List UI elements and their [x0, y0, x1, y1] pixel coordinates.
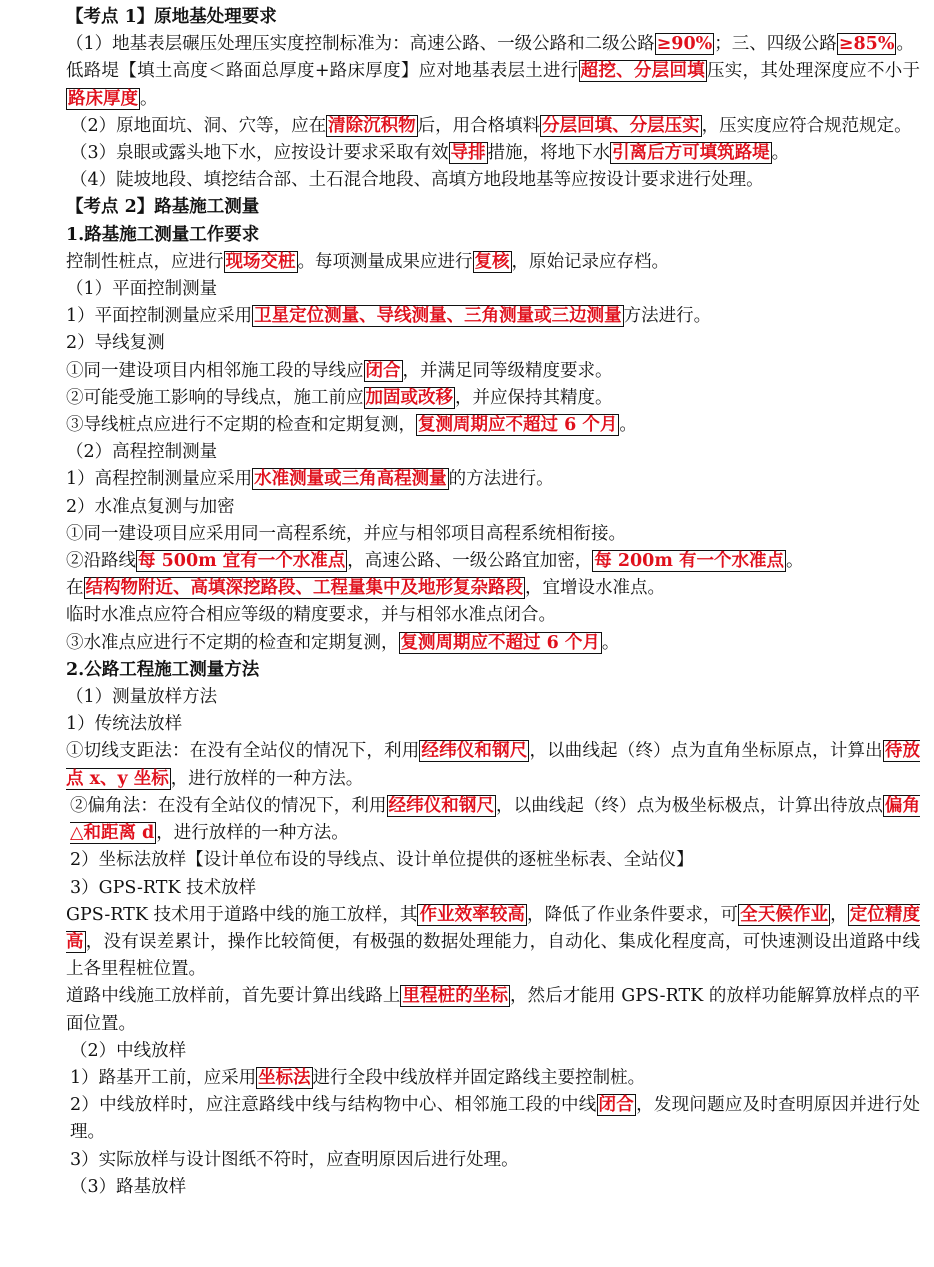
text-line: [26, 140, 920, 167]
text-span: 3）实际放样与设计图纸不符时，应查明原因后进行处理。: [70, 1149, 519, 1170]
text-span: ，宜增设水准点。: [525, 578, 665, 599]
text-span: ，发现问题应及时查明原因并进行处理。: [70, 1095, 920, 1143]
highlighted-keyword: ≥90%: [656, 34, 713, 55]
text-span: 临时水准点应符合相应等级的精度要求，并与相邻水准点闭合。: [66, 605, 556, 626]
text-span: ②沿路线: [66, 551, 136, 572]
text-line: [26, 1174, 920, 1201]
text-line: [26, 657, 920, 684]
text-span: （2）中线放样: [70, 1040, 187, 1061]
text-line: [26, 1038, 920, 1065]
text-span: 1）路基开工前，应采用: [70, 1067, 257, 1088]
text-line: [26, 439, 920, 466]
text-span: 3）GPS-RTK 技术放样: [70, 877, 257, 898]
text-line: [26, 684, 920, 711]
text-span: ，压实度应符合规范规定。: [701, 115, 912, 136]
text-span: 的方法进行。: [448, 469, 554, 490]
highlighted-keyword: 清除沉积物: [328, 115, 416, 136]
text-line: [26, 983, 920, 1037]
text-span: ，然后才能用 GPS-RTK 的放样功能解算放样点的平面位置。: [66, 986, 920, 1034]
highlighted-keyword: 闭合: [598, 1095, 635, 1116]
text-line: [26, 902, 920, 984]
highlighted-keyword: 水准测量或三角高程测量: [254, 469, 447, 490]
highlighted-keyword: 闭合: [365, 360, 401, 381]
text-span: （2）高程控制测量: [66, 442, 218, 463]
text-span: （1）测量放样方法: [66, 687, 218, 708]
text-span: 后，用合格填料: [417, 115, 541, 136]
highlighted-keyword: 结构物附近、高填深挖路段、工程量集中及地形复杂路段: [85, 578, 523, 599]
text-line: [26, 358, 920, 385]
text-span: 2.公路工程施工测量方法: [66, 659, 260, 680]
text-span: 压实，其处理深度应不小于: [707, 61, 920, 82]
text-span: 。: [771, 143, 790, 164]
text-span: 道路中线施工放样前，首先要计算出线路上: [66, 986, 401, 1007]
text-span: 。: [619, 415, 637, 436]
highlighted-keyword: 超挖、分层回填: [580, 61, 705, 82]
text-span: 2）坐标法放样【设计单位布设的导线点、设计单位提供的逐桩坐标表、全站仪】: [70, 850, 694, 871]
highlighted-keyword: 偏角△和距离 d: [70, 795, 920, 844]
text-span: ①同一建设项目内相邻施工段的导线应: [66, 360, 364, 381]
text-span: ，高速公路、一级公路宜加密，: [347, 551, 593, 572]
text-span: ②偏角法：在没有全站仪的情况下，利用: [70, 795, 387, 816]
text-span: ③水准点应进行不定期的检查和定期复测，: [66, 632, 399, 653]
text-line: [26, 194, 920, 221]
highlighted-keyword: 卫星定位测量、导线测量、三角测量或三边测量: [254, 306, 622, 327]
text-span: ；三、四级公路: [714, 34, 837, 55]
text-span: ①同一建设项目应采用同一高程系统，并应与相邻项目高程系统相衔接。: [66, 523, 626, 544]
highlighted-keyword: 全天候作业: [740, 904, 829, 925]
highlighted-keyword: 定位精度高: [66, 904, 920, 952]
text-span: 1.路基施工测量工作要求: [66, 224, 260, 245]
highlighted-keyword: 每 200m 有一个水准点: [594, 551, 784, 572]
text-span: 在: [66, 578, 84, 599]
text-line: [26, 875, 920, 902]
text-span: ，以曲线起（终）点为直角坐标原点，计算出: [529, 741, 883, 762]
highlighted-keyword: 经纬仪和钢尺: [388, 795, 495, 816]
text-span: ，: [830, 904, 848, 925]
text-line: [26, 793, 920, 847]
highlighted-keyword: 经纬仪和钢尺: [421, 741, 528, 762]
text-span: 措施，将地下水: [487, 143, 611, 164]
text-span: （3）路基放样: [70, 1176, 187, 1197]
text-line: [26, 466, 920, 493]
text-line: [26, 521, 920, 548]
text-span: （4）陡坡地段、填挖结合部、土石混合地段、高填方地段地基等应按设计要求进行处理。: [70, 170, 764, 191]
text-span: ，降低了作业条件要求，可: [527, 904, 739, 925]
text-line: [26, 58, 920, 112]
text-span: 。: [785, 551, 804, 572]
text-span: ，以曲线起（终）点为极坐标极点，计算出待放点: [496, 795, 883, 816]
text-span: （2）原地面坑、洞、穴等，应在: [70, 115, 327, 136]
text-span: ②可能受施工影响的导线点，施工前应: [66, 387, 364, 408]
highlighted-keyword: 每 500m 宜有一个水准点: [138, 551, 346, 572]
text-line: [26, 222, 920, 249]
text-line: [26, 249, 920, 276]
text-line: [26, 31, 920, 58]
text-span: 1）平面控制测量应采用: [66, 306, 253, 327]
highlighted-keyword: 坐标法: [258, 1067, 311, 1088]
text-line: [26, 167, 920, 194]
text-line: [26, 1147, 920, 1174]
highlighted-keyword: 分层回填、分层压实: [542, 115, 700, 136]
highlighted-keyword: 作业效率较高: [419, 904, 526, 925]
text-span: ，原始记录应存档。: [511, 251, 669, 272]
text-line: [26, 1065, 920, 1092]
text-line: [26, 303, 920, 330]
text-span: ，没有误差累计，操作比较简便，有极强的数据处理能力，自动化、集成化程度高，可快速测设出道路中线上各里程桩位置。: [66, 931, 920, 980]
text-span: 1）传统法放样: [66, 714, 183, 735]
text-span: （1）平面控制测量: [66, 279, 218, 300]
text-span: 方法进行。: [623, 306, 712, 327]
text-line: [26, 738, 920, 792]
text-line: [26, 1092, 920, 1146]
text-line: [26, 385, 920, 412]
text-line: [26, 330, 920, 357]
text-span: 2）中线放样时，应注意路线中线与结构物中心、相邻施工段的中线: [70, 1095, 597, 1116]
text-span: ，进行放样的一种方法。: [170, 768, 364, 789]
text-span: 进行全段中线放样并固定路线主要控制桩。: [312, 1067, 646, 1088]
text-line: [26, 630, 920, 657]
text-line: [26, 276, 920, 303]
text-line: [26, 602, 920, 629]
text-span: 【考点 2】路基施工测量: [66, 197, 260, 218]
text-span: ①切线支距法：在没有全站仪的情况下，利用: [66, 741, 420, 762]
text-span: 【考点 1】原地基处理要求: [66, 7, 277, 27]
text-span: 2）水准点复测与加密: [66, 496, 235, 517]
text-line: [26, 113, 920, 140]
text-span: ，并应保持其精度。: [455, 387, 613, 408]
highlighted-keyword: ≥85%: [838, 34, 895, 55]
highlighted-keyword: 导排: [450, 143, 486, 164]
highlighted-keyword: 路床厚度: [68, 88, 138, 109]
highlighted-keyword: 加固或改移: [365, 387, 453, 408]
text-span: （1）地基表层碾压处理压实度控制标准为：高速公路、一级公路和二级公路: [66, 34, 655, 55]
highlighted-keyword: 里程桩的坐标: [402, 986, 509, 1007]
text-line: [26, 4, 920, 31]
text-span: ③导线桩点应进行不定期的检查和定期复测，: [66, 415, 416, 436]
text-span: ，并满足同等级精度要求。: [402, 360, 613, 381]
text-span: 。每项测量成果应进行: [297, 251, 473, 272]
highlighted-keyword: 现场交桩: [225, 251, 296, 272]
highlighted-keyword: 引离后方可填筑路堤: [612, 143, 770, 164]
text-line: [26, 847, 920, 874]
text-line: [26, 711, 920, 738]
text-line: [26, 494, 920, 521]
highlighted-keyword: 复测周期应不超过 6 个月: [418, 415, 618, 436]
text-span: ，进行放样的一种方法。: [156, 823, 349, 844]
highlighted-keyword: 复核: [474, 251, 510, 272]
text-span: 低路堤【填土高度＜路面总厚度+路床厚度】应对地基表层土进行: [66, 61, 579, 82]
text-span: 。: [140, 88, 158, 109]
text-span: 。: [896, 34, 914, 55]
text-span: 控制性桩点，应进行: [66, 251, 224, 272]
text-line: [26, 548, 920, 575]
text-span: 2）导线复测: [66, 333, 165, 354]
text-span: 1）高程控制测量应采用: [66, 469, 253, 490]
text-span: GPS-RTK 技术用于道路中线的施工放样，其: [66, 904, 418, 925]
text-line: [26, 575, 920, 602]
highlighted-keyword: 待放点 x、y 坐标: [66, 741, 920, 789]
highlighted-keyword: 复测周期应不超过 6 个月: [400, 632, 600, 653]
text-span: （3）泉眼或露头地下水，应按设计要求采取有效: [70, 143, 449, 164]
text-span: 。: [601, 632, 620, 653]
text-line: [26, 412, 920, 439]
